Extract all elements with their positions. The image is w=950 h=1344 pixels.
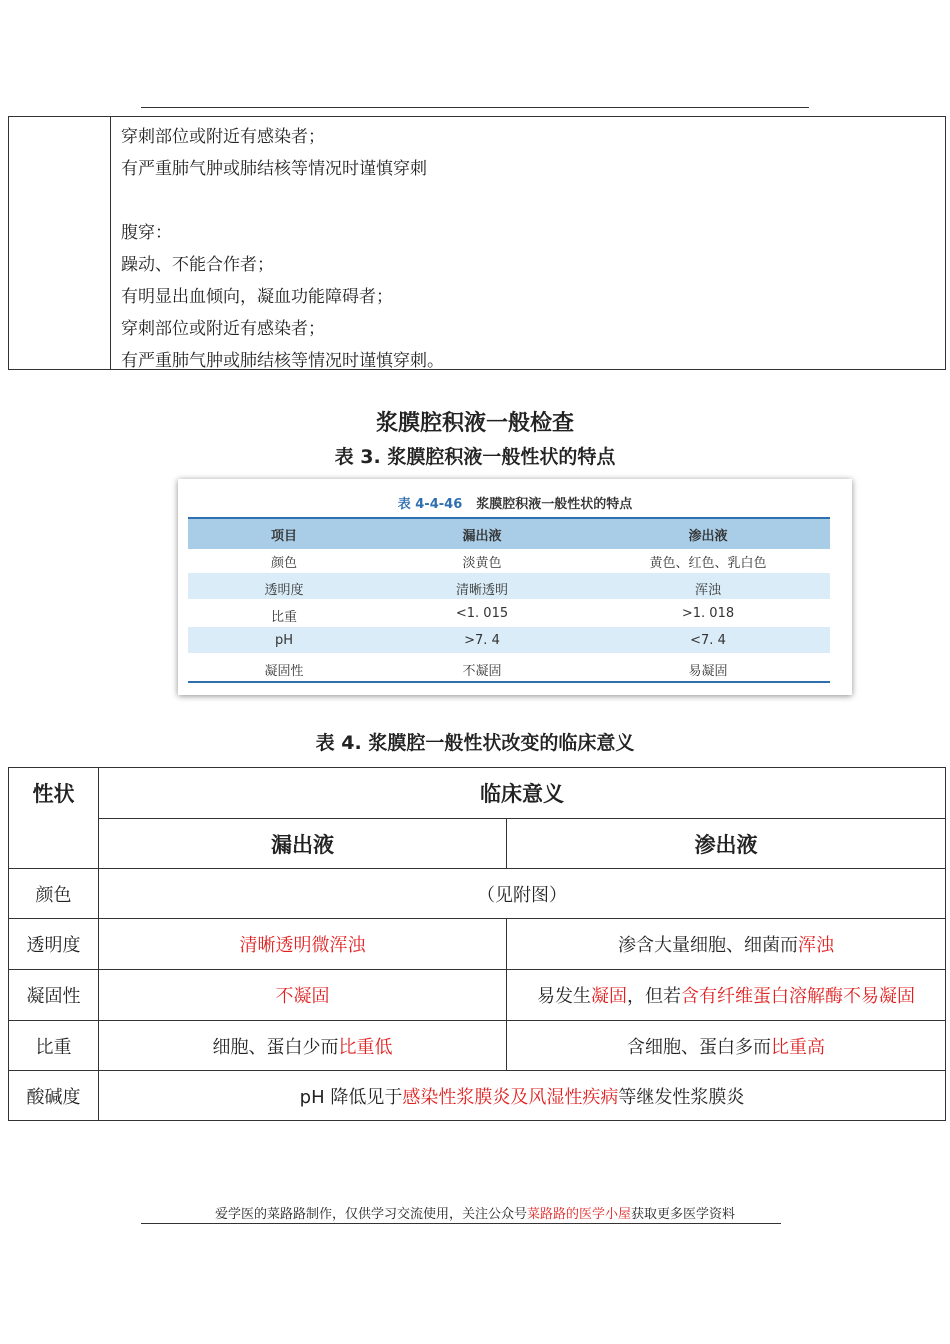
coagulation-exudate-text: 易发生 xyxy=(537,986,591,1007)
figure-caption xyxy=(178,493,852,512)
coagulation-transudate: 不凝固 xyxy=(275,986,330,1007)
contraindication-table xyxy=(8,116,946,370)
figure-cell: <1. 015 xyxy=(455,606,509,621)
list-item xyxy=(121,185,937,217)
figure-cell: 易凝固 xyxy=(688,664,728,679)
ph-value xyxy=(99,1071,945,1120)
clarity-exudate xyxy=(507,919,945,969)
figure-header-cell: 漏出液 xyxy=(462,529,502,544)
footer-text: 爱学医的菜路路制作，仅供学习交流使用，关注公众号 xyxy=(214,1207,527,1222)
ph-text: pH 降低见于 xyxy=(299,1086,403,1108)
list-item: 有严重肺气肿或肺结核等情况时谨慎穿刺 xyxy=(121,159,427,179)
figure-cell: 比重 xyxy=(270,610,297,625)
figure-header-cell: 项目 xyxy=(270,529,297,544)
table3-caption: 表 3. 浆膜腔积液一般性状的特点 xyxy=(334,446,616,468)
figure-caption-text: 浆膜腔积液一般性状的特点 xyxy=(476,497,633,512)
list-item: 穿刺部位或附近有感染者； xyxy=(121,127,325,147)
header-trait: 性状 xyxy=(32,782,75,806)
figure-caption-number: 表 4-4-46 xyxy=(397,497,463,512)
list-item: 有明显出血倾向，凝血功能障碍者； xyxy=(121,287,393,307)
row-label-color: 颜色 xyxy=(35,884,72,906)
figure-cell: 黄色、红色、乳白色 xyxy=(649,556,767,571)
clinical-significance-table xyxy=(8,767,946,1121)
sg-transudate-text: 细胞、蛋白少而 xyxy=(212,1036,339,1058)
sg-exudate-highlight: 比重高 xyxy=(771,1036,825,1058)
coagulation-exudate-highlight: 凝固 xyxy=(591,986,627,1007)
header-exudate: 渗出液 xyxy=(694,832,758,857)
footer-account-name: 菜路路的医学小屋 xyxy=(526,1207,631,1222)
section-title: 浆膜腔积液一般检查 xyxy=(375,411,574,436)
figure-cell: 淡黄色 xyxy=(462,556,502,571)
contraindication-list xyxy=(121,121,937,377)
figure-header-cell: 渗出液 xyxy=(688,529,728,544)
figure-cell: pH xyxy=(274,633,294,648)
footer-text: 获取更多医学资料 xyxy=(631,1207,736,1222)
row-label-ph: 酸碱度 xyxy=(26,1086,81,1108)
figure-bottom-rule xyxy=(188,681,830,683)
figure-cell: >7. 4 xyxy=(464,633,500,648)
specific-gravity-transudate xyxy=(99,1021,506,1070)
figure-cell: <7. 4 xyxy=(690,633,726,648)
coagulation-exudate-highlight: 含有纤维蛋白溶解酶不易凝固 xyxy=(681,986,915,1007)
textbook-table-figure xyxy=(178,479,852,695)
header-transudate: 漏出液 xyxy=(271,832,334,857)
list-item: 腹穿： xyxy=(121,223,172,243)
header-rule xyxy=(141,107,809,108)
header-meaning: 临床意义 xyxy=(480,782,564,806)
row-label-clarity: 透明度 xyxy=(26,935,81,956)
clarity-transudate: 清晰透明微浑浊 xyxy=(239,935,366,956)
figure-cell: >1. 018 xyxy=(681,606,735,621)
footer-note xyxy=(0,1203,950,1222)
row-label-specific-gravity: 比重 xyxy=(35,1036,72,1058)
clarity-exudate-text: 渗含大量细胞、细菌而 xyxy=(618,935,798,956)
figure-cell: 颜色 xyxy=(270,556,297,571)
figure-cell: 不凝固 xyxy=(462,664,502,679)
table4-caption: 表 4. 浆膜腔一般性状改变的临床意义 xyxy=(315,732,635,754)
row-label-coagulation: 凝固性 xyxy=(26,986,81,1007)
specific-gravity-exudate xyxy=(507,1021,945,1070)
ph-text: 等继发性浆膜炎 xyxy=(618,1086,745,1108)
list-item: 躁动、不能合作者； xyxy=(121,255,274,275)
footer-rule xyxy=(141,1223,781,1224)
sg-transudate-highlight: 比重低 xyxy=(338,1036,393,1058)
coagulation-exudate xyxy=(507,970,945,1020)
figure-cell: 凝固性 xyxy=(264,664,304,679)
coagulation-exudate-text: ，但若 xyxy=(627,986,681,1007)
list-item: 穿刺部位或附近有感染者； xyxy=(121,319,325,339)
figure-cell: 浑浊 xyxy=(694,583,721,598)
label-column xyxy=(9,117,111,369)
figure-cell: 清晰透明 xyxy=(455,583,508,598)
clarity-exudate-highlight: 浑浊 xyxy=(798,935,834,956)
figure-cell: 透明度 xyxy=(264,583,304,598)
list-item: 有严重肺气肿或肺结核等情况时谨慎穿刺。 xyxy=(121,351,444,371)
ph-highlight: 感染性浆膜炎及风湿性疾病 xyxy=(402,1086,619,1108)
color-value: （见附图） xyxy=(477,884,567,906)
sg-exudate-text: 含细胞、蛋白多而 xyxy=(627,1036,771,1058)
